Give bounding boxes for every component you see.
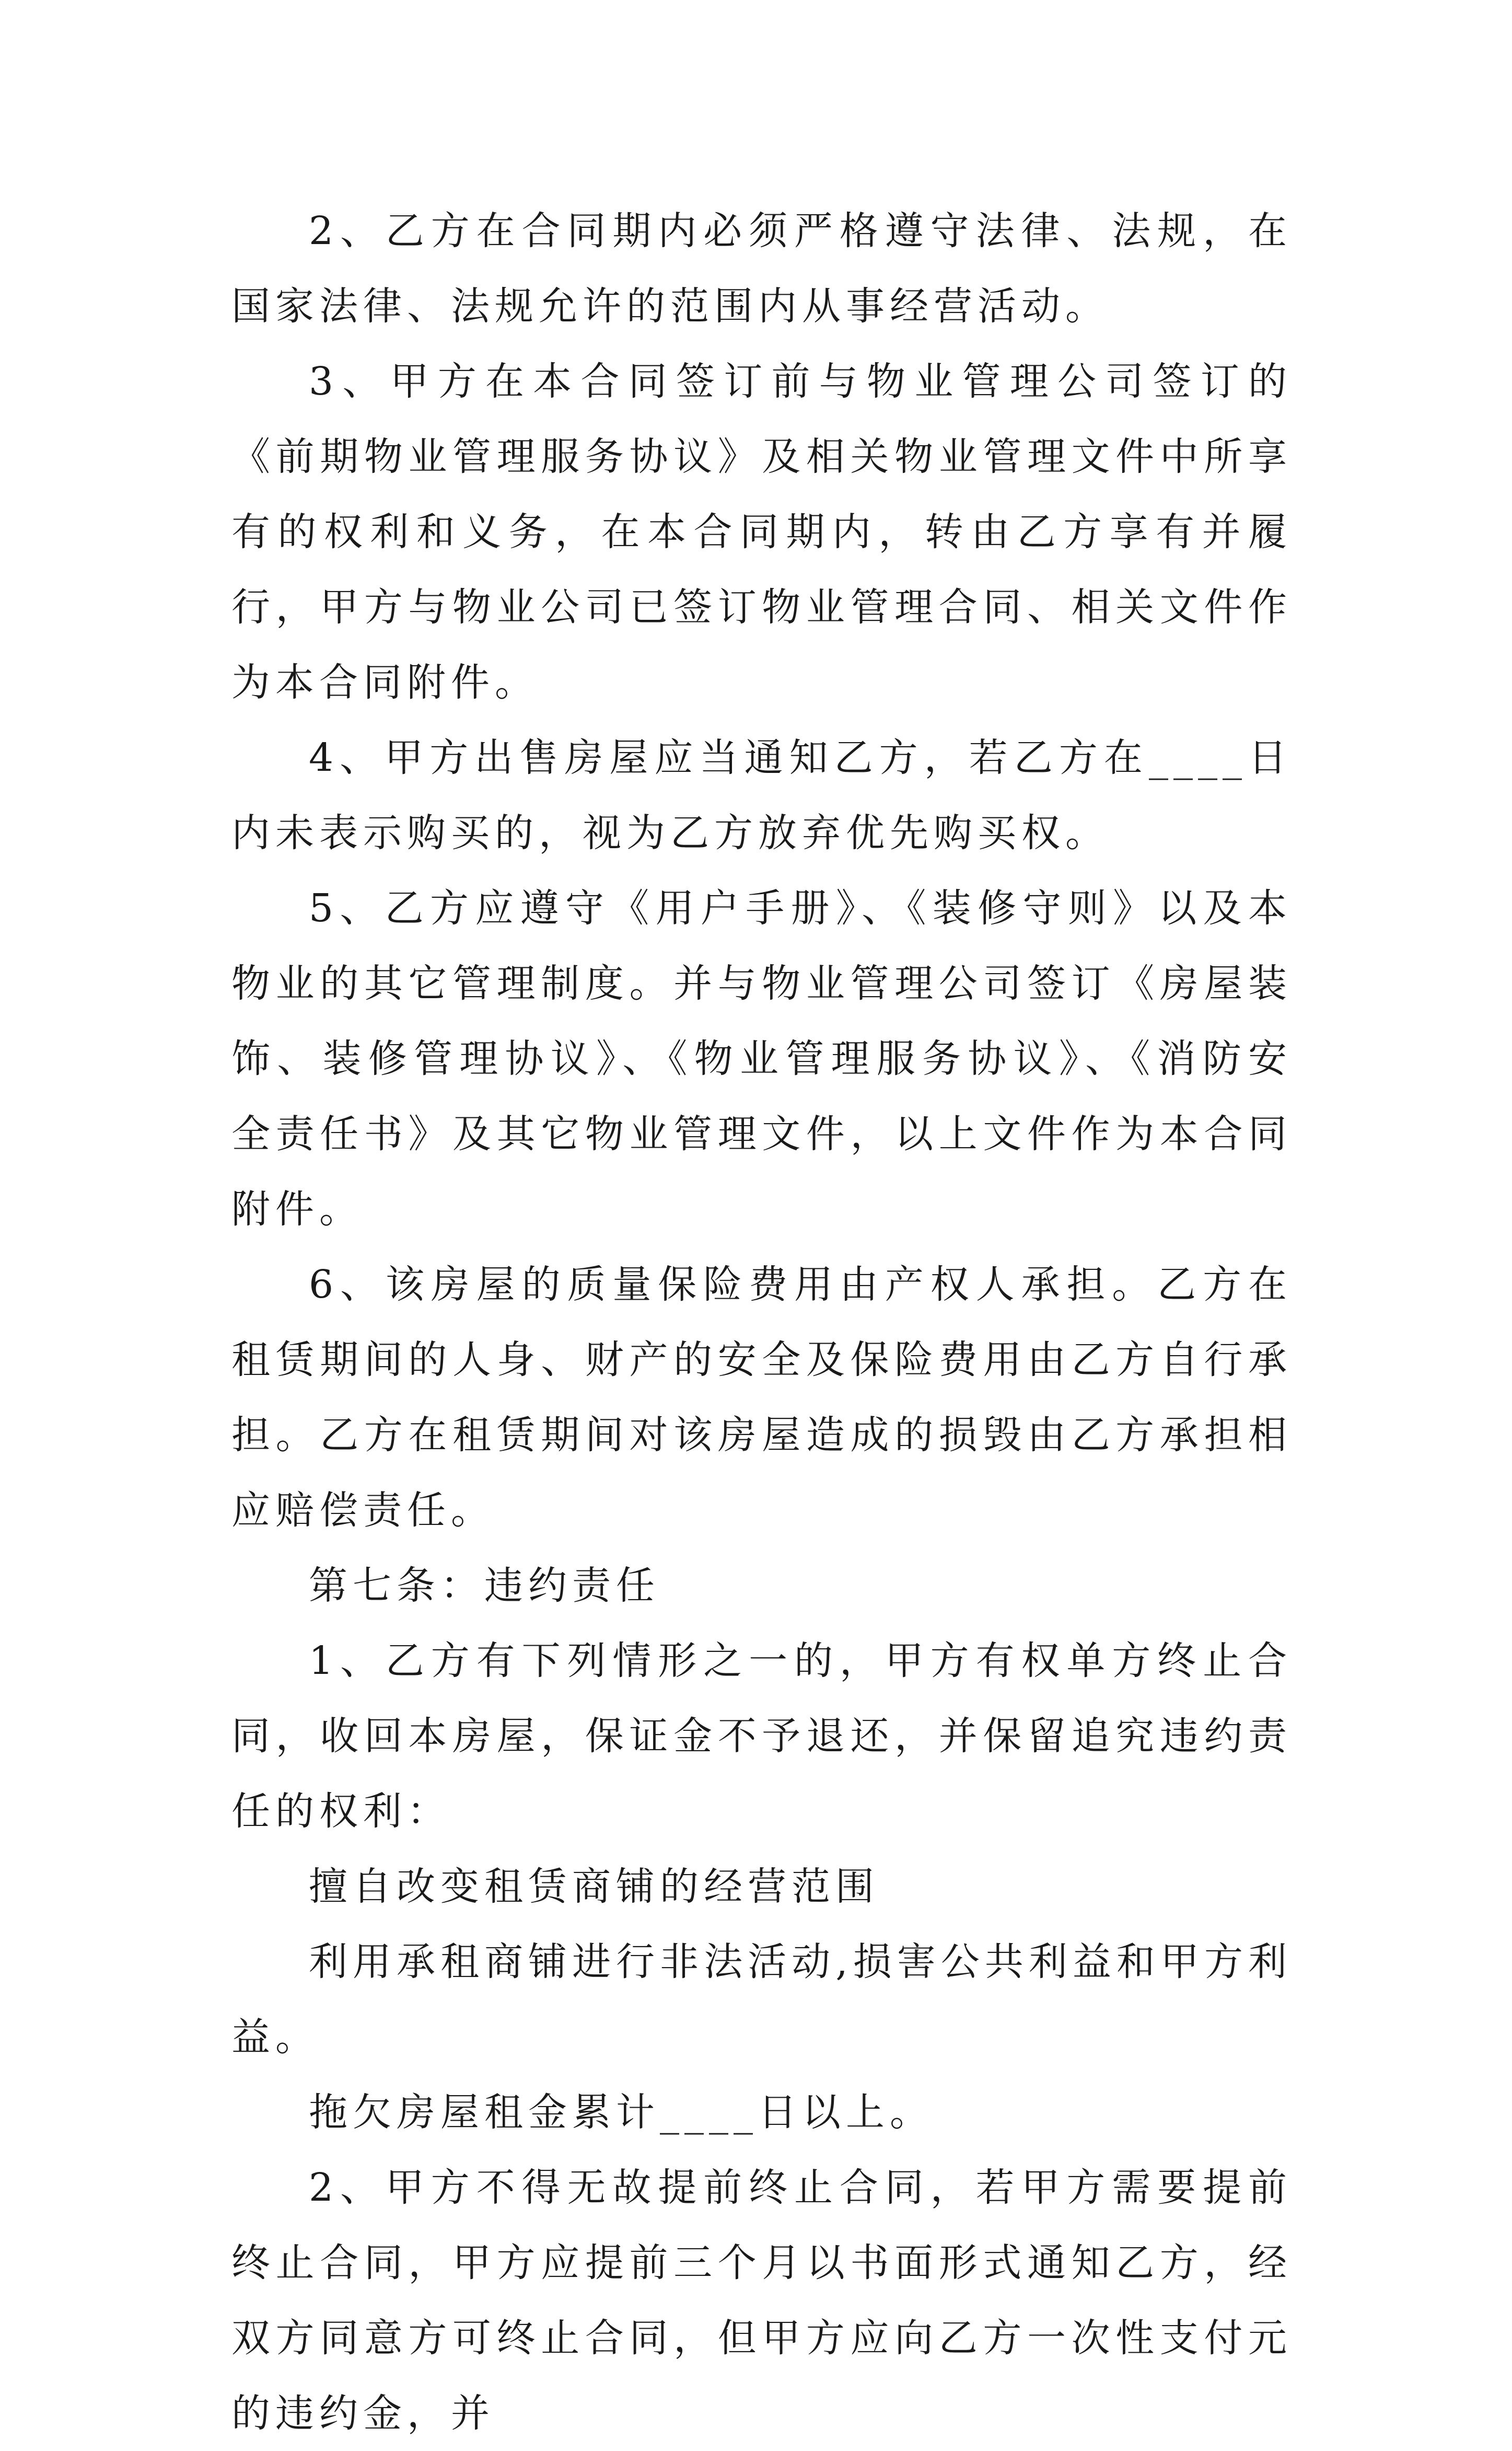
breach-item-rent-arrears: 拖欠房屋租金累计____日以上。 bbox=[309, 2090, 934, 2135]
paragraph-breach-1: 1、乙方有下列情形之一的，甲方有权单方终止合同，收回本房屋，保证金不予退还，并保留追究违约责任的权利： bbox=[231, 1638, 1292, 1834]
paragraph-clause-5: 5、乙方应遵守《用户手册》、《装修守则》以及本物业的其它管理制度。并与物业管理公司签订《房屋装饰、装修管理协议》、《物业管理服务协议》、《消防安全责任书》及其它物业管理文件，以上文件作为本合同附件。 bbox=[231, 886, 1292, 1232]
paragraph-clause-2: 2、乙方在合同期内必须严格遵守法律、法规，在国家法律、法规允许的范围内从事经营活动。 bbox=[231, 209, 1292, 329]
paragraph-breach-2: 2、甲方不得无故提前终止合同，若甲方需要提前终止合同，甲方应提前三个月以书面形式通知乙方，经双方同意方可终止合同，但甲方应向乙方一次性支付元的违约金，并 bbox=[231, 2165, 1292, 2436]
paragraph-clause-3: 3、甲方在本合同签订前与物业管理公司签订的《前期物业管理服务协议》及相关物业管理文件中所享有的权利和义务，在本合同期内，转由乙方享有并履行，甲方与物业公司已签订物业管理合同、相关文件作为本合同附件。 bbox=[231, 359, 1292, 705]
breach-item-scope: 擅自改变租赁商铺的经营范围 bbox=[309, 1864, 879, 1909]
breach-item-illegal: 利用承租商铺进行非法活动,损害公共利益和甲方利益。 bbox=[231, 1939, 1292, 2060]
paragraph-clause-6: 6、该房屋的质量保险费用由产权人承担。乙方在租赁期间的人身、财产的安全及保险费用由乙方自行承担。乙方在租赁期间对该房屋造成的损毁由乙方承担相应赔偿责任。 bbox=[231, 1262, 1292, 1533]
section-heading-article-7: 第七条：违约责任 bbox=[309, 1563, 660, 1608]
document-body bbox=[231, 193, 1292, 2451]
paragraph-clause-4: 4、甲方出售房屋应当通知乙方，若乙方在____日内未表示购买的，视为乙方放弃优先购买权。 bbox=[231, 735, 1292, 855]
